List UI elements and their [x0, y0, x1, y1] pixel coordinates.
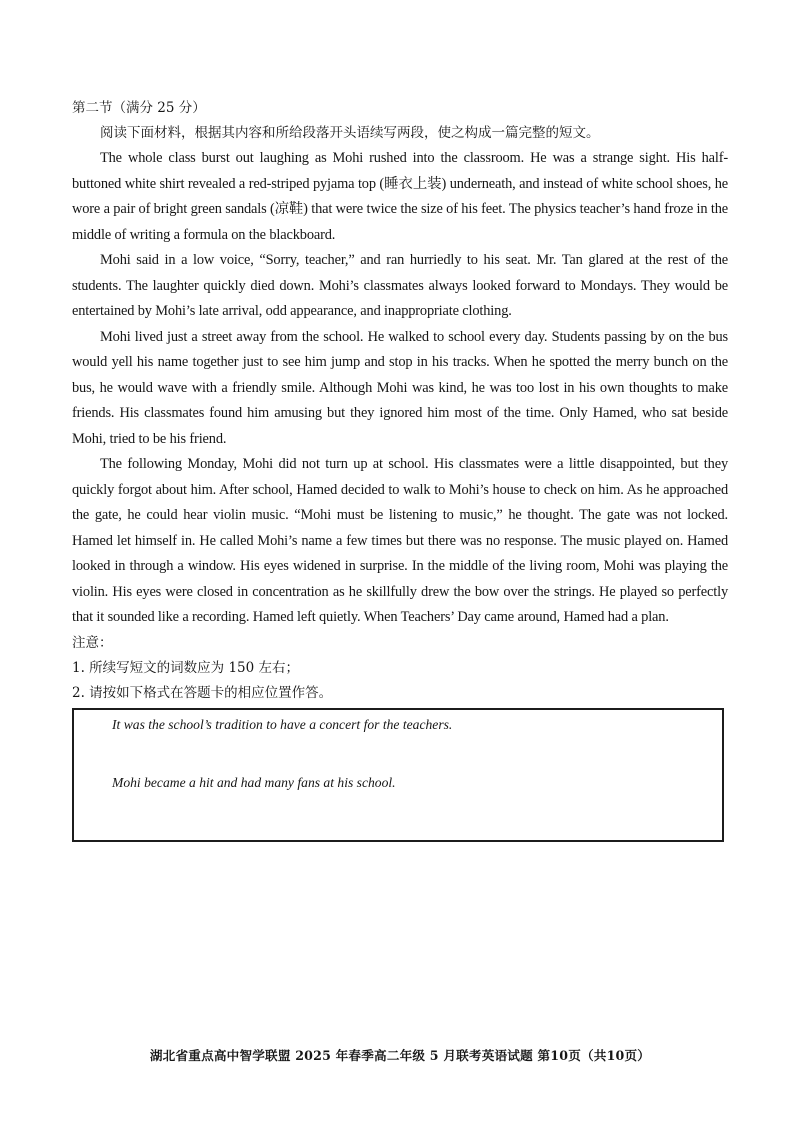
answer-opening-line-2: Mohi became a hit and had many fans at his school. — [112, 774, 396, 790]
reading-passage — [72, 146, 728, 631]
answer-opening-line-1: It was the school’s tradition to have a concert for the teachers. — [112, 716, 453, 732]
notes-title: 注意： — [72, 634, 113, 651]
passage-paragraph-1: The whole class burst out laughing as Mohi rushed into the classroom. He was a strange sight. His half-buttoned white shirt revealed a red-striped pyjama top (睡衣上装) underneath, and instead of white school shoes, he wore a pair of bright green sandals (凉鞋) that were twice the size of his feet. The physics teacher’s hand froze in the middle of writing a formula on the blackboard. — [72, 150, 728, 243]
page-content — [72, 96, 728, 842]
answer-format-box — [72, 708, 724, 842]
section-title: 第二节（满分 25 分） — [72, 100, 206, 116]
passage-paragraph-2: Mohi said in a low voice, “Sorry, teacher,” and ran hurriedly to his seat. Mr. Tan glared at the rest of the students. The laughter quickly died down. Mohi’s classmates always looked forward to Mondays. They would be entertained by Mohi’s late arrival, odd appearance, and inappropriate clothing. — [72, 252, 728, 319]
page-footer: 湖北省重点高中智学联盟 2025 年春季高二年级 5 月联考英语试题 第10页（共10页） — [149, 1048, 651, 1063]
passage-paragraph-3: Mohi lived just a street away from the school. He walked to school every day. Students passing by on the bus would yell his name together just to see him jump and stop in his tracks. When he spotted the merry bunch on the bus, he would wave with a friendly smile. Although Mohi was kind, he was too lost in his own thoughts to make friends. His classmates found him amusing but they ignored him most of the time. Only Hamed, who sat beside Mohi, tried to be his friend. — [72, 328, 728, 447]
passage-paragraph-4: The following Monday, Mohi did not turn up at school. His classmates were a little disappointed, but they quickly forgot about him. After school, Hamed decided to walk to Mohi’s house to check on him. As he approached the gate, he could hear violin music. “Mohi must be listening to music,” he thought. The gate was not locked. Hamed let himself in. He called Mohi’s name a few times but there was no response. The music played on. Hamed looked in through a window. His eyes widened in surprise. In the middle of the living room, Mohi was playing the violin. His eyes were closed in concentration as he skillfully drew the bow over the strings. He played so perfectly that it sounded like a recording. Hamed left quietly. When Teachers’ Day came around, Hamed had a plan. — [72, 456, 728, 625]
note-item-1: 1. 所续写短文的词数应为 150 左右； — [72, 659, 300, 676]
section-instruction: 阅读下面材料，根据其内容和所给段落开头语续写两段，使之构成一篇完整的短文。 — [100, 125, 600, 141]
note-item-2: 2. 请按如下格式在答题卡的相应位置作答。 — [72, 684, 333, 701]
